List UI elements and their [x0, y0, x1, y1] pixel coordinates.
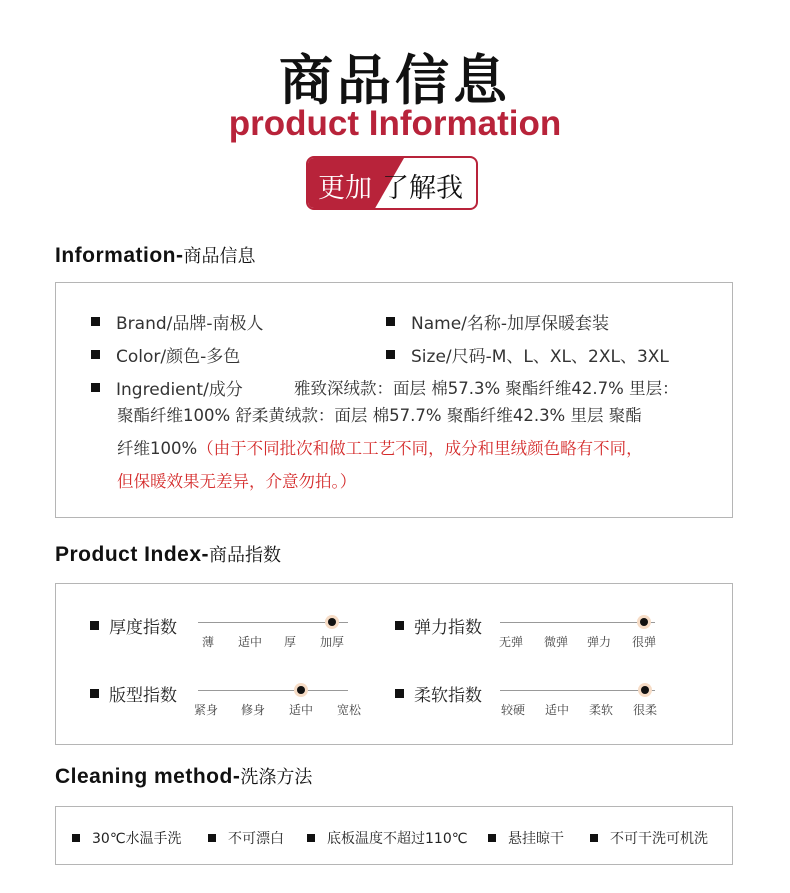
- bullet-icon: [91, 383, 100, 392]
- ingredient-paragraph: [117, 399, 717, 498]
- thickness-indicator-dot: [325, 615, 339, 629]
- bullet-icon: [488, 834, 496, 842]
- name-item: [386, 309, 609, 334]
- cleaning-text: 不可干洗可机洗: [610, 831, 708, 847]
- cleaning-text: 悬挂晾干: [508, 831, 564, 847]
- softness-label: 柔软指数: [414, 686, 482, 706]
- cleaning-item: [590, 828, 708, 848]
- thickness-label: 厚度指数: [109, 618, 177, 638]
- softness-tick: 很柔: [632, 703, 658, 717]
- bullet-icon: [91, 317, 100, 326]
- ingredient-line-2: 聚酯纤维100% 舒柔黄绒款：面层 棉57.7% 聚酯纤维42.3% 里层 聚酯: [117, 406, 642, 425]
- size-item: [386, 342, 669, 367]
- ingredient-line-3: 纤维100%: [117, 439, 198, 458]
- color-text: Color/颜色-多色: [116, 347, 241, 367]
- cleaning-title-en: Cleaning method-: [55, 765, 241, 788]
- fit-tick: 紧身: [193, 703, 219, 717]
- elasticity-tick: 微弹: [543, 635, 569, 649]
- thickness-tick: 厚: [283, 635, 297, 649]
- cleaning-item: [488, 828, 564, 848]
- fit-tick: 适中: [288, 703, 314, 717]
- badge-right-text: 了解我: [382, 173, 463, 204]
- page-title: 商品信息: [279, 49, 511, 112]
- ingredient-text: 雅致深绒款：面层 棉57.3% 聚酯纤维42.7% 里层：: [294, 379, 679, 398]
- size-text: Size/尺码-M、L、XL、2XL、3XL: [411, 347, 669, 367]
- softness-tick: 柔软: [588, 703, 614, 717]
- learn-more-badge: [306, 156, 478, 210]
- fit-tick: 修身: [240, 703, 266, 717]
- elasticity-tick: 弹力: [586, 635, 612, 649]
- fit-indicator-dot: [294, 683, 308, 697]
- elasticity-indicator-dot: [637, 615, 651, 629]
- cleaning-text: 30℃水温手洗: [92, 831, 182, 847]
- cleaning-title-cn: 洗涤方法: [240, 767, 313, 788]
- name-text: Name/名称-加厚保暖套装: [411, 314, 610, 334]
- badge-left-text: 更加: [318, 173, 372, 204]
- info-title-en: Information-: [55, 244, 184, 267]
- cleaning-section-title: [55, 763, 312, 789]
- fit-scale-line: [198, 690, 348, 691]
- elasticity-index: [395, 613, 482, 638]
- bullet-icon: [208, 834, 216, 842]
- index-section-title: [55, 541, 281, 567]
- bullet-icon: [91, 350, 100, 359]
- ingredient-item: [91, 375, 243, 400]
- bullet-icon: [590, 834, 598, 842]
- softness-tick: 较硬: [500, 703, 526, 717]
- softness-indicator-dot: [638, 683, 652, 697]
- softness-tick: 适中: [544, 703, 570, 717]
- fit-label: 版型指数: [109, 686, 177, 706]
- cleaning-item: [72, 828, 182, 848]
- bullet-icon: [386, 350, 395, 359]
- elasticity-label: 弹力指数: [414, 618, 482, 638]
- index-box: [55, 583, 733, 745]
- index-title-cn: 商品指数: [209, 545, 282, 566]
- color-item: [91, 342, 240, 367]
- info-box: [55, 282, 733, 518]
- cleaning-item: [307, 828, 467, 848]
- cleaning-text: 底板温度不超过110℃: [327, 831, 468, 847]
- bullet-icon: [395, 689, 404, 698]
- thickness-index: [90, 613, 177, 638]
- thickness-tick: 适中: [237, 635, 263, 649]
- bullet-icon: [90, 621, 99, 630]
- elasticity-tick: 很弹: [631, 635, 657, 649]
- brand-item: [91, 309, 264, 334]
- fit-index: [90, 681, 177, 706]
- index-title-en: Product Index-: [55, 543, 210, 566]
- page-subtitle: product Information: [228, 104, 562, 143]
- bullet-icon: [307, 834, 315, 842]
- bullet-icon: [395, 621, 404, 630]
- cleaning-text: 不可漂白: [228, 831, 284, 847]
- elasticity-scale-line: [500, 622, 655, 623]
- bullet-icon: [90, 689, 99, 698]
- thickness-tick: 加厚: [319, 635, 345, 649]
- info-title-cn: 商品信息: [183, 246, 256, 267]
- ingredient-label: Ingredient/成分: [116, 380, 243, 400]
- softness-scale-line: [500, 690, 655, 691]
- fit-tick: 宽松: [336, 703, 362, 717]
- note-line-2: 但保暖效果无差异，介意勿拍。）: [117, 472, 357, 491]
- info-section-title: [55, 242, 255, 268]
- note-line-1: （由于不同批次和做工工艺不同，成分和里绒颜色略有不同，: [197, 439, 643, 458]
- softness-index: [395, 681, 482, 706]
- bullet-icon: [386, 317, 395, 326]
- bullet-icon: [72, 834, 80, 842]
- cleaning-item: [208, 828, 284, 848]
- elasticity-tick: 无弹: [498, 635, 524, 649]
- brand-text: Brand/品牌-南极人: [116, 314, 264, 334]
- thickness-tick: 薄: [201, 635, 215, 649]
